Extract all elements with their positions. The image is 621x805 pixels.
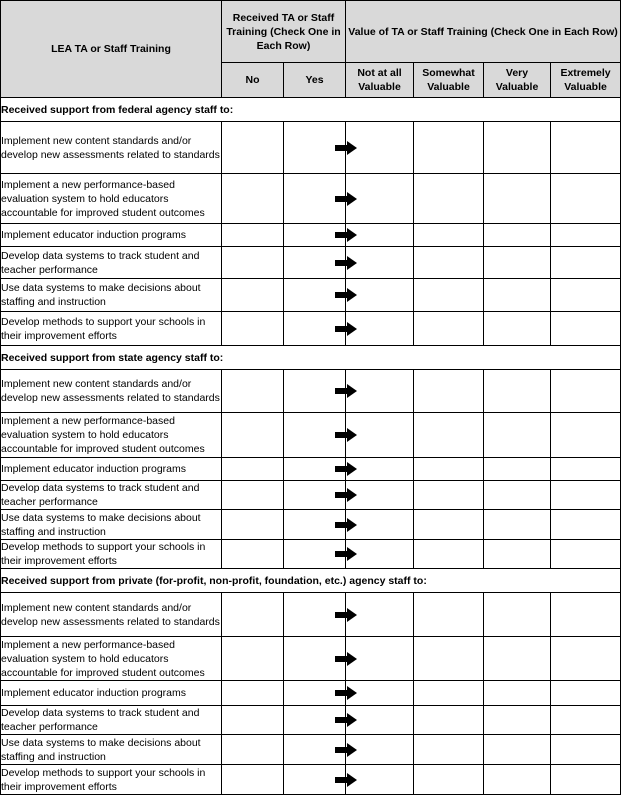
item-label: Develop data systems to track student and teacher performance	[1, 706, 222, 735]
header-yes: Yes	[284, 63, 346, 98]
item-label: Use data systems to make decisions about staffing and instruction	[1, 735, 222, 765]
yes-checkbox[interactable]	[284, 706, 346, 735]
very-checkbox[interactable]	[484, 224, 551, 247]
right-arrow-icon	[335, 322, 357, 336]
yes-checkbox[interactable]	[284, 224, 346, 247]
table-row	[1, 681, 621, 706]
yes-checkbox[interactable]	[284, 174, 346, 224]
very-checkbox[interactable]	[484, 681, 551, 706]
yes-checkbox[interactable]	[284, 593, 346, 637]
yes-checkbox[interactable]	[284, 681, 346, 706]
item-label: Implement new content standards and/or develop new assessments related to standards	[1, 593, 222, 637]
very-checkbox[interactable]	[484, 510, 551, 540]
somewhat-checkbox[interactable]	[414, 247, 484, 279]
yes-checkbox[interactable]	[284, 510, 346, 540]
very-checkbox[interactable]	[484, 481, 551, 510]
somewhat-checkbox[interactable]	[414, 312, 484, 346]
extremely-checkbox[interactable]	[551, 279, 621, 312]
item-label: Develop data systems to track student and teacher performance	[1, 481, 222, 510]
very-checkbox[interactable]	[484, 540, 551, 569]
header-somewhat: Somewhat Valuable	[414, 63, 484, 98]
no-checkbox[interactable]	[222, 122, 284, 174]
table-body	[1, 98, 621, 795]
no-checkbox[interactable]	[222, 312, 284, 346]
table-row	[1, 765, 621, 795]
right-arrow-icon	[335, 686, 357, 700]
extremely-checkbox[interactable]	[551, 312, 621, 346]
somewhat-checkbox[interactable]	[414, 593, 484, 637]
no-checkbox[interactable]	[222, 735, 284, 765]
table-row	[1, 458, 621, 481]
somewhat-checkbox[interactable]	[414, 540, 484, 569]
right-arrow-icon	[335, 608, 357, 622]
yes-checkbox[interactable]	[284, 312, 346, 346]
extremely-checkbox[interactable]	[551, 681, 621, 706]
yes-checkbox[interactable]	[284, 279, 346, 312]
extremely-checkbox[interactable]	[551, 735, 621, 765]
table-row	[1, 706, 621, 735]
item-label: Implement new content standards and/or develop new assessments related to standards	[1, 370, 222, 413]
somewhat-checkbox[interactable]	[414, 765, 484, 795]
yes-checkbox[interactable]	[284, 247, 346, 279]
item-label: Use data systems to make decisions about staffing and instruction	[1, 510, 222, 540]
no-checkbox[interactable]	[222, 370, 284, 413]
extremely-checkbox[interactable]	[551, 247, 621, 279]
extremely-checkbox[interactable]	[551, 540, 621, 569]
extremely-checkbox[interactable]	[551, 458, 621, 481]
somewhat-checkbox[interactable]	[414, 735, 484, 765]
very-checkbox[interactable]	[484, 174, 551, 224]
yes-checkbox[interactable]	[284, 735, 346, 765]
table-row	[1, 174, 621, 224]
extremely-checkbox[interactable]	[551, 370, 621, 413]
extremely-checkbox[interactable]	[551, 122, 621, 174]
very-checkbox[interactable]	[484, 279, 551, 312]
item-label: Develop methods to support your schools in their improvement efforts	[1, 312, 222, 346]
table-row	[1, 279, 621, 312]
somewhat-checkbox[interactable]	[414, 413, 484, 458]
table-row	[1, 510, 621, 540]
extremely-checkbox[interactable]	[551, 481, 621, 510]
header-lea: LEA TA or Staff Training	[1, 1, 222, 98]
yes-checkbox[interactable]	[284, 637, 346, 681]
table-row	[1, 637, 621, 681]
item-label: Implement educator induction programs	[1, 681, 222, 706]
item-label: Implement a new performance-based evaluation system to hold educators accountable for improved student outcomes	[1, 637, 222, 681]
no-checkbox[interactable]	[222, 481, 284, 510]
somewhat-checkbox[interactable]	[414, 706, 484, 735]
very-checkbox[interactable]	[484, 765, 551, 795]
right-arrow-icon	[335, 256, 357, 270]
yes-checkbox[interactable]	[284, 458, 346, 481]
table-row	[1, 122, 621, 174]
very-checkbox[interactable]	[484, 312, 551, 346]
very-checkbox[interactable]	[484, 593, 551, 637]
right-arrow-icon	[335, 192, 357, 206]
no-checkbox[interactable]	[222, 540, 284, 569]
table-row	[1, 312, 621, 346]
very-checkbox[interactable]	[484, 458, 551, 481]
right-arrow-icon	[335, 547, 357, 561]
very-checkbox[interactable]	[484, 122, 551, 174]
extremely-checkbox[interactable]	[551, 510, 621, 540]
section-title: Received support from private (for-profit, non-profit, foundation, etc.) agency staff to:	[1, 569, 621, 593]
yes-checkbox[interactable]	[284, 540, 346, 569]
somewhat-checkbox[interactable]	[414, 481, 484, 510]
no-checkbox[interactable]	[222, 413, 284, 458]
somewhat-checkbox[interactable]	[414, 370, 484, 413]
no-checkbox[interactable]	[222, 279, 284, 312]
extremely-checkbox[interactable]	[551, 765, 621, 795]
right-arrow-icon	[335, 228, 357, 242]
right-arrow-icon	[335, 462, 357, 476]
no-checkbox[interactable]	[222, 637, 284, 681]
very-checkbox[interactable]	[484, 735, 551, 765]
no-checkbox[interactable]	[222, 593, 284, 637]
section-row	[1, 569, 621, 593]
section-row	[1, 346, 621, 370]
very-checkbox[interactable]	[484, 247, 551, 279]
item-label: Implement new content standards and/or develop new assessments related to standards	[1, 122, 222, 174]
item-label: Develop methods to support your schools in their improvement efforts	[1, 765, 222, 795]
extremely-checkbox[interactable]	[551, 706, 621, 735]
right-arrow-icon	[335, 428, 357, 442]
no-checkbox[interactable]	[222, 765, 284, 795]
right-arrow-icon	[335, 743, 357, 757]
right-arrow-icon	[335, 652, 357, 666]
table-row	[1, 413, 621, 458]
right-arrow-icon	[335, 288, 357, 302]
header-received: Received TA or Staff Training (Check One in Each Row)	[222, 1, 346, 63]
very-checkbox[interactable]	[484, 706, 551, 735]
very-checkbox[interactable]	[484, 413, 551, 458]
right-arrow-icon	[335, 518, 357, 532]
somewhat-checkbox[interactable]	[414, 224, 484, 247]
no-checkbox[interactable]	[222, 681, 284, 706]
no-checkbox[interactable]	[222, 510, 284, 540]
somewhat-checkbox[interactable]	[414, 637, 484, 681]
right-arrow-icon	[335, 713, 357, 727]
yes-checkbox[interactable]	[284, 765, 346, 795]
somewhat-checkbox[interactable]	[414, 279, 484, 312]
table-row	[1, 224, 621, 247]
right-arrow-icon	[335, 141, 357, 155]
section-title: Received support from federal agency staff to:	[1, 98, 621, 122]
extremely-checkbox[interactable]	[551, 593, 621, 637]
item-label: Implement educator induction programs	[1, 224, 222, 247]
table-row	[1, 247, 621, 279]
header-no: No	[222, 63, 284, 98]
right-arrow-icon	[335, 773, 357, 787]
extremely-checkbox[interactable]	[551, 413, 621, 458]
yes-checkbox[interactable]	[284, 413, 346, 458]
header-extremely: Extremely Valuable	[551, 63, 621, 98]
table-row	[1, 370, 621, 413]
yes-checkbox[interactable]	[284, 481, 346, 510]
table-row	[1, 481, 621, 510]
somewhat-checkbox[interactable]	[414, 458, 484, 481]
no-checkbox[interactable]	[222, 706, 284, 735]
somewhat-checkbox[interactable]	[414, 174, 484, 224]
table-row	[1, 540, 621, 569]
section-row	[1, 98, 621, 122]
extremely-checkbox[interactable]	[551, 174, 621, 224]
item-label: Develop methods to support your schools in their improvement efforts	[1, 540, 222, 569]
right-arrow-icon	[335, 488, 357, 502]
extremely-checkbox[interactable]	[551, 224, 621, 247]
somewhat-checkbox[interactable]	[414, 122, 484, 174]
right-arrow-icon	[335, 384, 357, 398]
somewhat-checkbox[interactable]	[414, 681, 484, 706]
no-checkbox[interactable]	[222, 224, 284, 247]
no-checkbox[interactable]	[222, 174, 284, 224]
no-checkbox[interactable]	[222, 458, 284, 481]
somewhat-checkbox[interactable]	[414, 510, 484, 540]
header-very: Very Valuable	[484, 63, 551, 98]
item-label: Use data systems to make decisions about staffing and instruction	[1, 279, 222, 312]
extremely-checkbox[interactable]	[551, 637, 621, 681]
very-checkbox[interactable]	[484, 637, 551, 681]
very-checkbox[interactable]	[484, 370, 551, 413]
yes-checkbox[interactable]	[284, 370, 346, 413]
item-label: Implement a new performance-based evaluation system to hold educators accountable for improved student outcomes	[1, 174, 222, 224]
item-label: Implement educator induction programs	[1, 458, 222, 481]
item-label: Implement a new performance-based evaluation system to hold educators accountable for improved student outcomes	[1, 413, 222, 458]
no-checkbox[interactable]	[222, 247, 284, 279]
yes-checkbox[interactable]	[284, 122, 346, 174]
table-row	[1, 593, 621, 637]
item-label: Develop data systems to track student and teacher performance	[1, 247, 222, 279]
header-not-at-all: Not at all Valuable	[346, 63, 414, 98]
table-row	[1, 735, 621, 765]
header-value: Value of TA or Staff Training (Check One in Each Row)	[346, 1, 621, 63]
section-title: Received support from state agency staff to:	[1, 346, 621, 370]
